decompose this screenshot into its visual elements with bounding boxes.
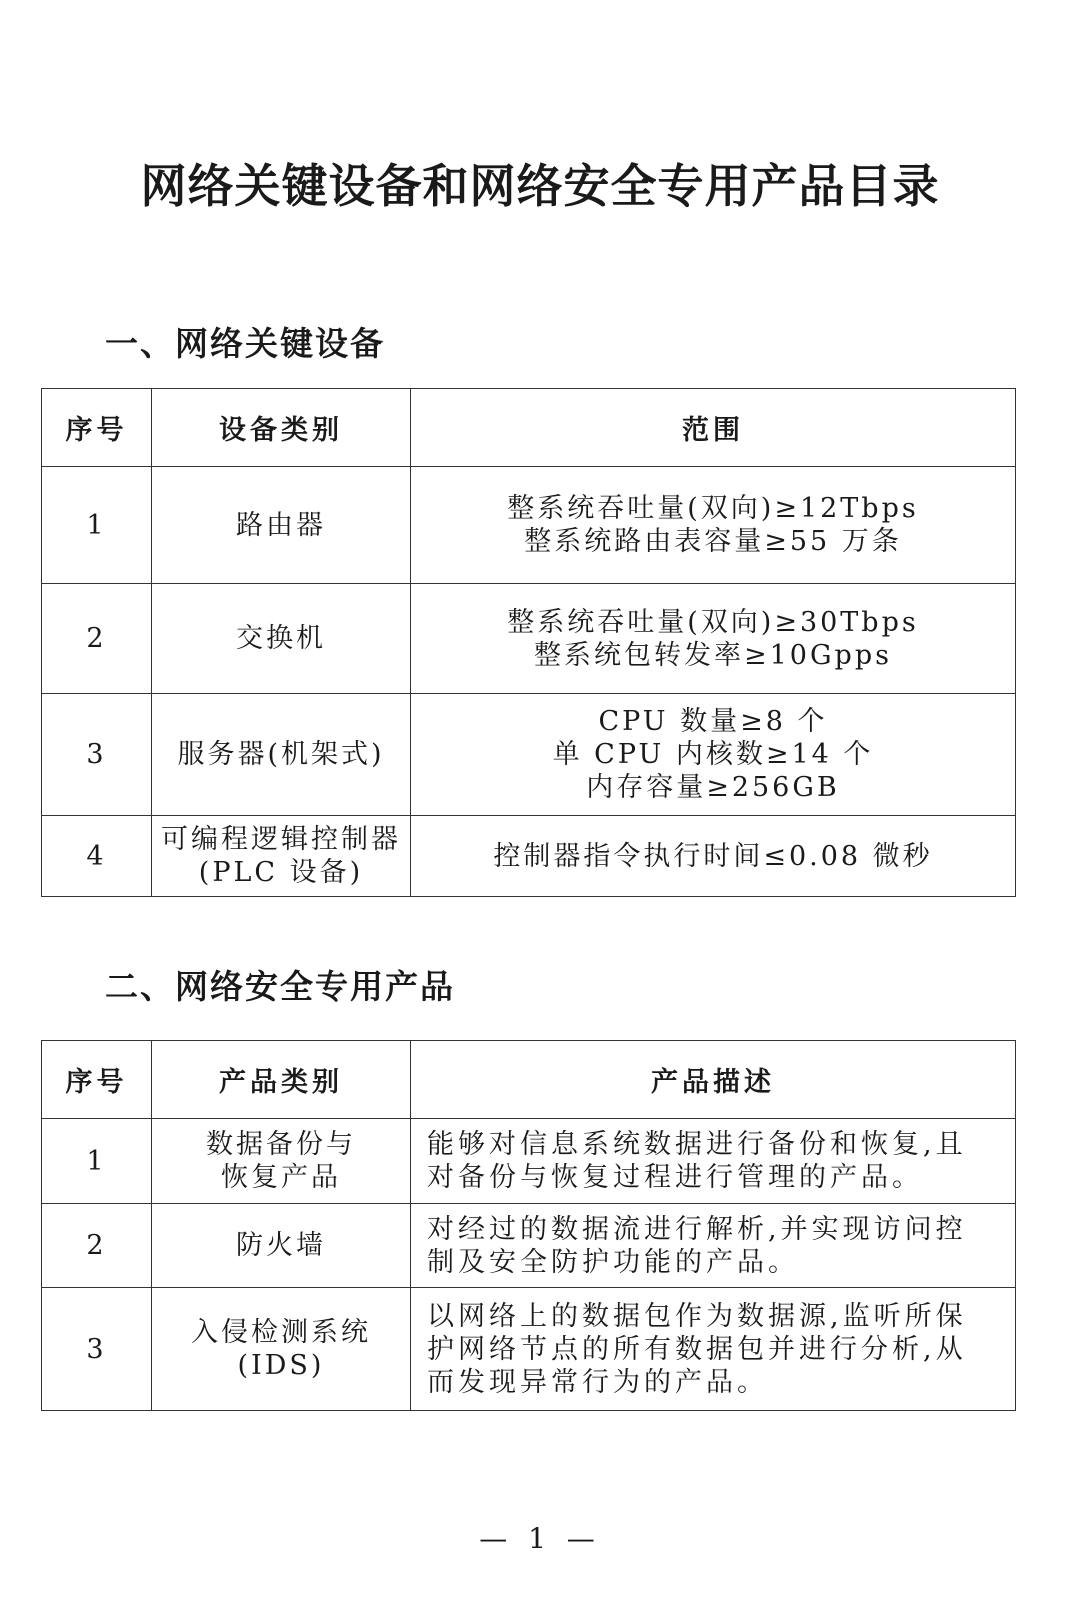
- table-row: [42, 584, 1016, 694]
- row-scope: [411, 816, 1016, 897]
- row-category: 服务器(机架式): [152, 694, 411, 816]
- row-no: 2: [42, 584, 152, 694]
- scope-line: 整系统包转发率≥10Gpps: [534, 639, 892, 671]
- description-line: 护网络节点的所有数据包并进行分析,从: [427, 1333, 967, 1365]
- category-line: 可编程逻辑控制器: [161, 824, 401, 855]
- table-row: [42, 1288, 1016, 1411]
- row-no: 1: [42, 1119, 152, 1204]
- row-description: [411, 1288, 1016, 1411]
- table-header-row: [42, 389, 1016, 467]
- row-category: [152, 816, 411, 897]
- scope-line: 整系统吞吐量(双向)≥30Tbps: [507, 606, 919, 638]
- category-line: 恢复产品: [221, 1162, 341, 1193]
- table-row: [42, 1204, 1016, 1288]
- category-line: 数据备份与: [206, 1129, 356, 1160]
- scope-line: CPU 数量≥8 个: [598, 706, 828, 737]
- description-line: 对备份与恢复过程进行管理的产品。: [427, 1162, 923, 1193]
- header-product-description: 产品描述: [411, 1041, 1016, 1119]
- row-no: 2: [42, 1204, 152, 1288]
- category-line: 入侵检测系统: [191, 1317, 371, 1348]
- row-description: [411, 1119, 1016, 1204]
- header-no: 序号: [42, 1041, 152, 1119]
- row-category: [152, 1288, 411, 1411]
- table-header-row: [42, 1041, 1016, 1119]
- network-key-equipment-table: [41, 388, 1016, 897]
- header-scope: 范围: [411, 389, 1016, 467]
- scope-line: 控制器指令执行时间≤0.08 微秒: [493, 840, 933, 872]
- row-description: [411, 1204, 1016, 1288]
- row-no: 4: [42, 816, 152, 897]
- description-line: 制及安全防护功能的产品。: [427, 1246, 799, 1278]
- row-category: [152, 1119, 411, 1204]
- description-line: 对经过的数据流进行解析,并实现访问控: [427, 1213, 967, 1245]
- table-row: [42, 1119, 1016, 1204]
- row-category: 交换机: [152, 584, 411, 694]
- row-category: 路由器: [152, 467, 411, 584]
- document-title: 网络关键设备和网络安全专用产品目录: [140, 159, 940, 213]
- section-heading-security-products: 二、网络安全专用产品: [105, 967, 455, 1006]
- description-line: 而发现异常行为的产品。: [427, 1366, 768, 1398]
- row-no: 3: [42, 1288, 152, 1411]
- security-products-table: [41, 1040, 1016, 1411]
- table-row: [42, 467, 1016, 584]
- page-number: — 1 —: [479, 1522, 601, 1555]
- header-equipment-category: 设备类别: [152, 389, 411, 467]
- scope-line: 整系统路由表容量≥55 万条: [524, 526, 902, 557]
- table-row: [42, 816, 1016, 897]
- table-row: [42, 694, 1016, 816]
- header-product-category: 产品类别: [152, 1041, 411, 1119]
- description-line: 能够对信息系统数据进行备份和恢复,且: [427, 1129, 967, 1160]
- category-line: (IDS): [237, 1350, 325, 1381]
- scope-line: 整系统吞吐量(双向)≥12Tbps: [507, 493, 919, 524]
- section-heading-network-key-equipment: 一、网络关键设备: [105, 324, 385, 363]
- header-no: 序号: [42, 389, 152, 467]
- category-line: (PLC 设备): [198, 857, 364, 888]
- description-line: 以网络上的数据包作为数据源,监听所保: [427, 1300, 967, 1332]
- row-scope: [411, 694, 1016, 816]
- row-no: 1: [42, 467, 152, 584]
- row-scope: [411, 584, 1016, 694]
- row-scope: [411, 467, 1016, 584]
- scope-line: 单 CPU 内核数≥14 个: [552, 739, 874, 770]
- scope-line: 内存容量≥256GB: [586, 772, 840, 803]
- category-line: 防火墙: [236, 1230, 326, 1261]
- row-no: 3: [42, 694, 152, 816]
- row-category: [152, 1204, 411, 1288]
